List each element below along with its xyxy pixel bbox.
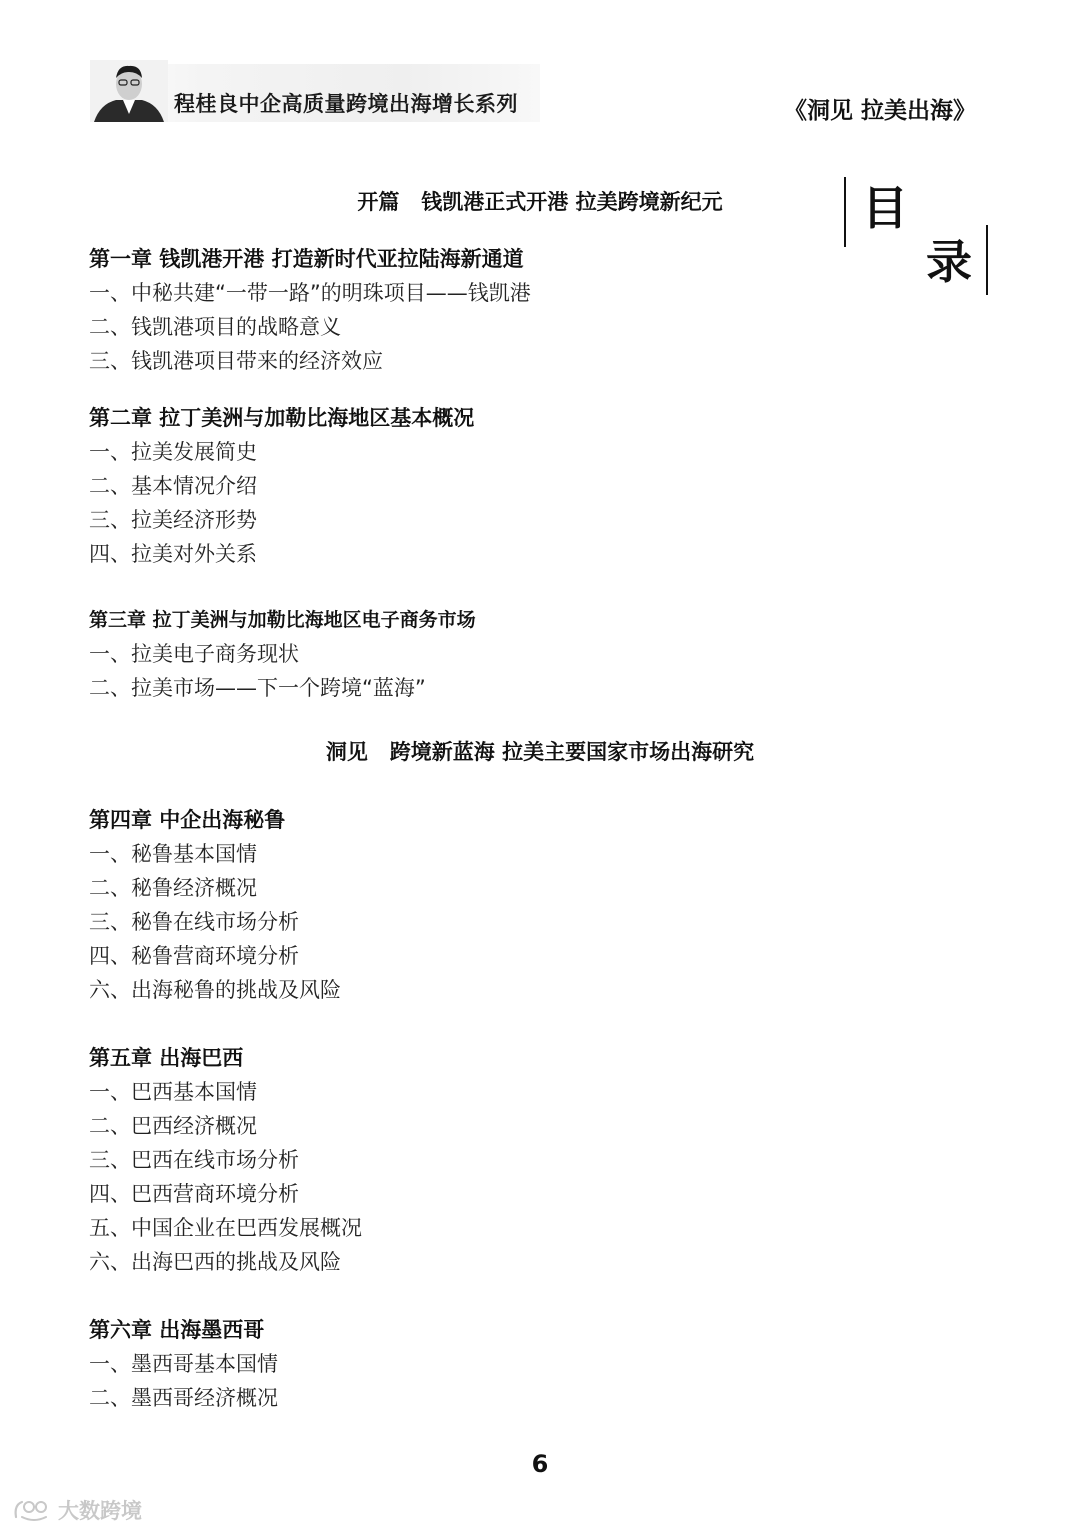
toc-item[interactable]: 一、秘鲁基本国情 bbox=[89, 842, 257, 866]
chapter-5 bbox=[89, 1041, 362, 1279]
chapter-title[interactable]: 第五章 出海巴西 bbox=[89, 1045, 244, 1070]
toc-item[interactable]: 二、基本情况介绍 bbox=[89, 474, 257, 498]
chapter-6 bbox=[89, 1313, 278, 1415]
part-one-title: 开篇 钱凯港正式开港 拉美跨境新纪元 bbox=[357, 189, 723, 214]
toc-item[interactable]: 二、巴西经济概况 bbox=[89, 1114, 257, 1138]
watermark-logo-icon bbox=[12, 1497, 52, 1523]
toc-item[interactable]: 五、中国企业在巴西发展概况 bbox=[89, 1216, 362, 1240]
chapter-title[interactable]: 第六章 出海墨西哥 bbox=[89, 1317, 265, 1342]
chapter-title[interactable]: 第一章 钱凯港开港 打造新时代亚拉陆海新通道 bbox=[89, 246, 524, 271]
toc-item[interactable]: 一、巴西基本国情 bbox=[89, 1080, 257, 1104]
toc-divider-right bbox=[986, 225, 988, 295]
toc-item[interactable]: 四、拉美对外关系 bbox=[89, 542, 257, 566]
toc-item[interactable]: 六、出海秘鲁的挑战及风险 bbox=[89, 978, 341, 1002]
toc-item[interactable]: 二、墨西哥经济概况 bbox=[89, 1386, 278, 1410]
toc-item[interactable]: 二、拉美市场——下一个跨境“蓝海” bbox=[89, 676, 426, 700]
toc-item[interactable]: 一、拉美电子商务现状 bbox=[89, 642, 299, 666]
watermark bbox=[12, 1494, 142, 1526]
author-portrait bbox=[90, 60, 168, 122]
chapter-title[interactable]: 第二章 拉丁美洲与加勒比海地区基本概况 bbox=[89, 405, 475, 430]
watermark-text: 大数跨境 bbox=[58, 1499, 142, 1523]
toc-label-char-2: 录 bbox=[926, 235, 972, 289]
chapter-title[interactable]: 第四章 中企出海秘鲁 bbox=[89, 807, 286, 832]
chapter-3 bbox=[89, 603, 476, 705]
toc-item[interactable]: 四、秘鲁营商环境分析 bbox=[89, 944, 299, 968]
toc-item[interactable]: 一、中秘共建“一带一路”的明珠项目——钱凯港 bbox=[89, 281, 531, 305]
toc-item[interactable]: 六、出海巴西的挑战及风险 bbox=[89, 1250, 341, 1274]
chapter-1 bbox=[89, 242, 531, 378]
toc-label-char-1: 目 bbox=[862, 181, 908, 235]
toc-item[interactable]: 一、拉美发展简史 bbox=[89, 440, 257, 464]
book-title: 《洞见 拉美出海》 bbox=[783, 98, 976, 124]
toc-item[interactable]: 三、拉美经济形势 bbox=[89, 508, 257, 532]
part-two-title: 洞见 跨境新蓝海 拉美主要国家市场出海研究 bbox=[325, 739, 755, 764]
toc-item[interactable]: 三、秘鲁在线市场分析 bbox=[89, 910, 299, 934]
toc-item[interactable]: 二、秘鲁经济概况 bbox=[89, 876, 257, 900]
toc-item[interactable]: 四、巴西营商环境分析 bbox=[89, 1182, 299, 1206]
page-number: 6 bbox=[531, 1450, 549, 1478]
toc-item[interactable]: 三、巴西在线市场分析 bbox=[89, 1148, 299, 1172]
chapter-2 bbox=[89, 401, 474, 571]
toc-item[interactable]: 一、墨西哥基本国情 bbox=[89, 1352, 278, 1376]
series-title: 程桂良中企高质量跨境出海增长系列 bbox=[174, 92, 518, 116]
toc-item[interactable]: 二、钱凯港项目的战略意义 bbox=[89, 315, 341, 339]
chapter-title[interactable]: 第三章 拉丁美洲与加勒比海地区电子商务市场 bbox=[89, 609, 476, 631]
chapter-4 bbox=[89, 803, 341, 1007]
toc-item[interactable]: 三、钱凯港项目带来的经济效应 bbox=[89, 349, 383, 373]
